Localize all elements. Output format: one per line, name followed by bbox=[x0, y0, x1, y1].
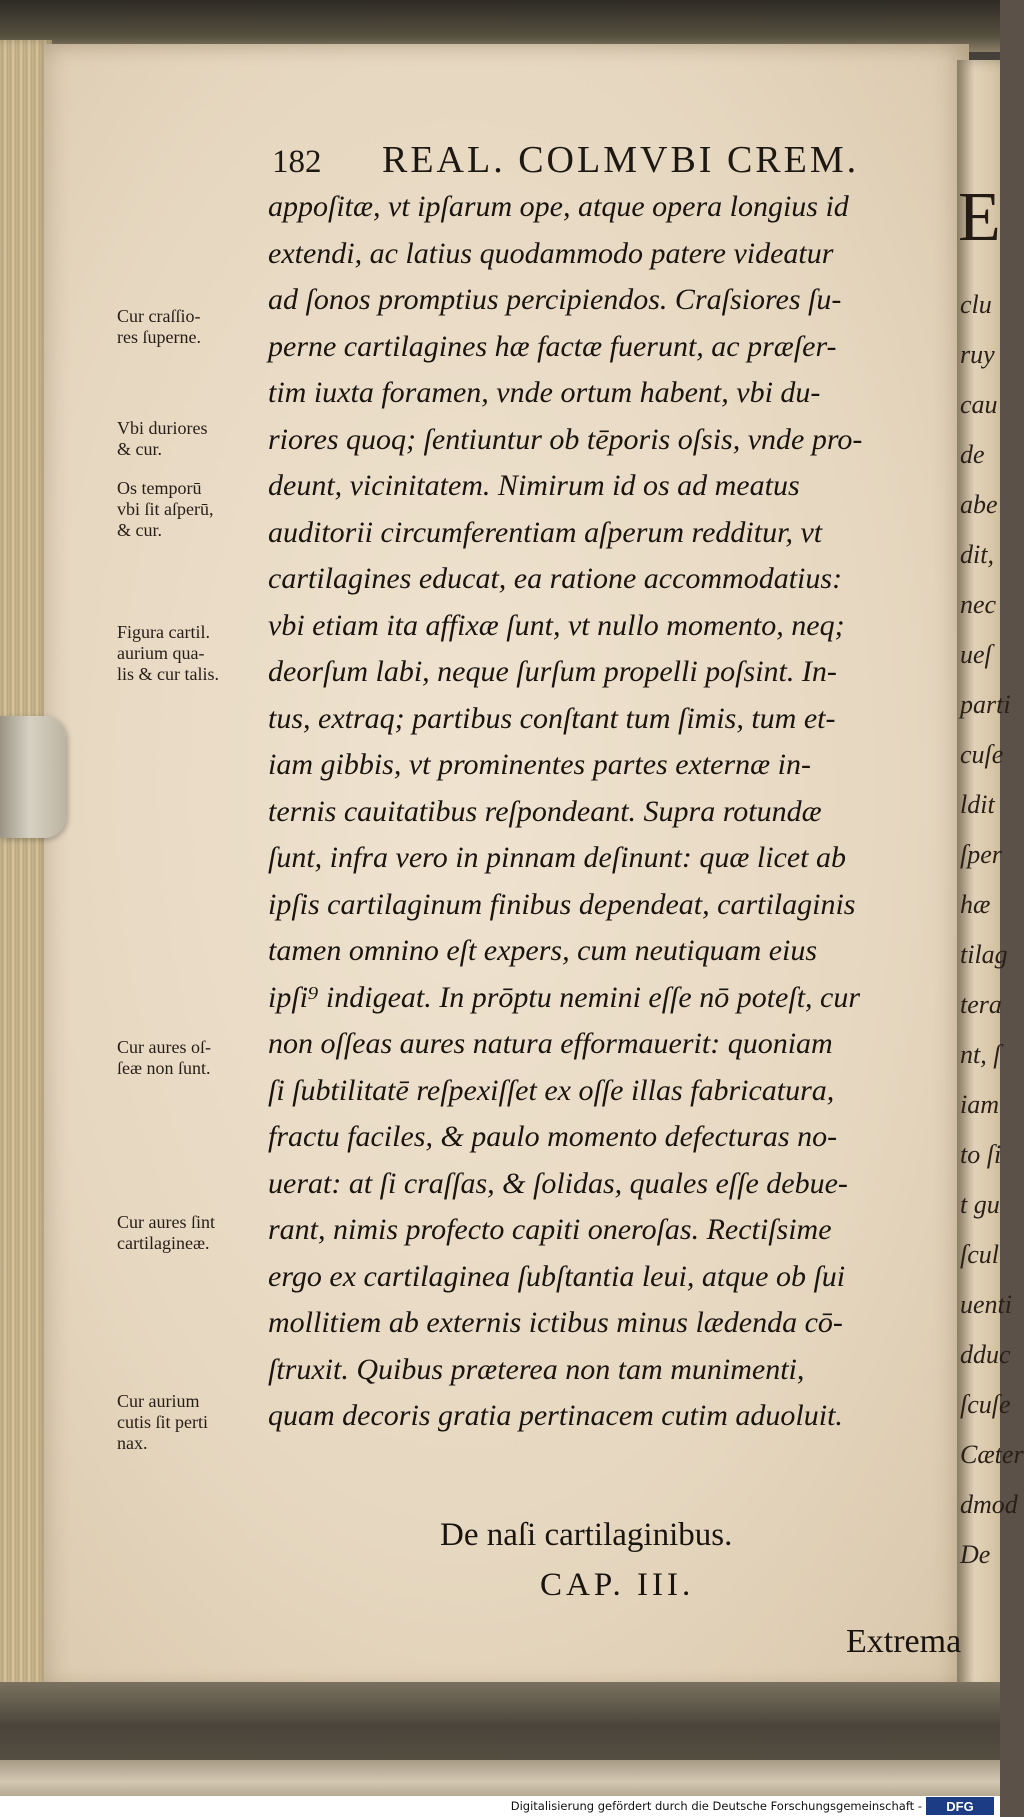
facing-page-fragment: de bbox=[960, 440, 985, 469]
body-line: mollitiem ab externis ictibus minus lædenda cō- bbox=[268, 1306, 843, 1339]
dfg-logo-icon bbox=[926, 1797, 994, 1815]
marginal-note bbox=[117, 622, 219, 685]
marginal-note-line: Cur aures oſ- bbox=[117, 1037, 211, 1057]
marginal-note-line: Os temporū bbox=[117, 478, 202, 498]
page-number: 182 bbox=[272, 144, 322, 180]
body-line: rant, nimis profecto capiti oneroſas. Rectiſsime bbox=[268, 1213, 832, 1246]
marginal-note-line: Cur craſſio- bbox=[117, 306, 201, 326]
marginal-note-line: vbi ſit aſperū, bbox=[117, 499, 214, 519]
marginal-note-line: & cur. bbox=[117, 520, 162, 540]
marginal-note-line: & cur. bbox=[117, 439, 162, 459]
funding-credit: Digitalisierung gefördert durch die Deutsche Forschungsgemeinschaft - bbox=[510, 1799, 922, 1813]
facing-page-fragment: nt, ſ bbox=[960, 1040, 1001, 1069]
marginal-note bbox=[117, 1037, 211, 1079]
running-title: REAL. COLMVBI CREM. bbox=[382, 139, 860, 181]
facing-page-fragment: dit, bbox=[960, 540, 994, 569]
facing-page-fragment: cau bbox=[960, 390, 998, 419]
body-line: quam decoris gratia pertinacem cutim aduoluit. bbox=[268, 1399, 843, 1432]
marginal-note-line: Cur aures ſint bbox=[117, 1212, 215, 1232]
section-heading: De naſi cartilaginibus. bbox=[440, 1517, 733, 1553]
marginal-note bbox=[117, 1212, 215, 1254]
facing-page-fragment: cuſe bbox=[960, 740, 1004, 769]
body-line: non oſſeas aures natura efformauerit: quoniam bbox=[268, 1027, 833, 1060]
page-clip bbox=[0, 716, 66, 838]
body-line: ipſis cartilaginum finibus dependeat, cartilaginis bbox=[268, 887, 856, 921]
body-line: ad ſonos promptius percipiendos. Craſsiores ſu- bbox=[268, 283, 842, 316]
facing-page-fragment: nec bbox=[960, 590, 997, 619]
marginal-note bbox=[117, 1391, 208, 1454]
marginal-note bbox=[117, 478, 213, 541]
facing-page-fragment: iam bbox=[960, 1090, 999, 1119]
facing-page-fragment: abe bbox=[960, 490, 998, 519]
facing-page-initial: E bbox=[958, 179, 1001, 256]
body-line: ternis cauitatibus reſpondeant. Supra rotundæ bbox=[268, 794, 822, 828]
marginal-note-line: cutis ſit perti bbox=[117, 1412, 208, 1432]
facing-page-fragment: t gu bbox=[960, 1190, 1000, 1219]
scan-base bbox=[0, 1760, 1000, 1796]
facing-page-fragment: dduc bbox=[960, 1340, 1011, 1369]
body-line: tus, extraq; partibus conſtant tum ſimis, tum et- bbox=[268, 701, 836, 735]
chapter-label: CAP. III. bbox=[540, 1567, 695, 1603]
facing-page-fragment: hæ bbox=[960, 890, 991, 919]
body-line: vbi etiam ita affixæ ſunt, vt nullo momento, neq; bbox=[268, 608, 845, 642]
marginal-note-line: Cur aurium bbox=[117, 1391, 200, 1411]
facing-page-fragment: ſcuſe bbox=[960, 1390, 1011, 1419]
facing-page-fragment: ſper bbox=[960, 840, 1002, 869]
body-line: auditorii circumferentiam aſperum redditur, vt bbox=[268, 515, 823, 549]
marginal-note-line: Vbi duriores bbox=[117, 418, 208, 438]
facing-page-fragment: ueſ bbox=[960, 640, 992, 669]
body-line: riores quoq; ſentiuntur ob tēporis oſsis, vnde pro- bbox=[268, 422, 863, 456]
facing-page-fragment: dmod bbox=[960, 1490, 1018, 1519]
body-line: iam gibbis, vt prominentes partes externæ in- bbox=[268, 748, 811, 781]
facing-page-fragment: ruy bbox=[960, 340, 995, 369]
facing-page-fragment: clu bbox=[960, 290, 992, 319]
facing-page-fragment: tilag bbox=[960, 940, 1008, 969]
body-line: perne cartilagines hæ factæ fuerunt, ac præſer- bbox=[268, 329, 837, 363]
marginal-note bbox=[117, 306, 201, 348]
facing-page-fragment: parti bbox=[960, 690, 1011, 719]
marginal-note-line: ſeæ non ſunt. bbox=[117, 1058, 211, 1078]
body-line: tamen omnino eſt expers, cum neutiquam eius bbox=[268, 934, 818, 967]
body-line: deorſum labi, neque ſurſum propelli poſsint. In- bbox=[268, 655, 837, 688]
facing-page-fragment: ldit bbox=[960, 790, 995, 819]
marginal-note-line: lis & cur talis. bbox=[117, 664, 219, 684]
catchword: Extrema bbox=[846, 1623, 962, 1660]
body-line: tim iuxta foramen, vnde ortum habent, vbi du- bbox=[268, 376, 821, 409]
body-line: ergo ex cartilaginea ſubſtantia leui, atque ob ſui bbox=[268, 1259, 846, 1293]
facing-page-fragment: ſcul bbox=[960, 1240, 999, 1269]
body-line: ipſi⁹ indigeat. In prōptu nemini eſſe nō poteſt, cur bbox=[268, 980, 861, 1014]
marginal-note-line: cartilagineæ. bbox=[117, 1233, 210, 1253]
facing-page-fragment: Cæter bbox=[960, 1440, 1024, 1469]
dfg-logo[interactable] bbox=[926, 1797, 994, 1815]
body-line: appoſitæ, vt ipſarum ope, atque opera longius id bbox=[268, 190, 849, 223]
marginal-note-line: Figura cartil. bbox=[117, 622, 210, 642]
funding-credit-text: Digitalisierung gefördert durch die Deutsche Forschungsgemeinschaft bbox=[510, 1799, 915, 1813]
body-line: cartilagines educat, ea ratione accommodatius: bbox=[268, 562, 843, 595]
facing-page-fragment: De bbox=[960, 1540, 991, 1569]
marginal-note-line: aurium qua- bbox=[117, 643, 205, 663]
facing-page-fragment: uenti bbox=[960, 1290, 1012, 1319]
marginal-note-line: res ſuperne. bbox=[117, 327, 201, 347]
facing-page-fragment: to ſi bbox=[960, 1140, 1002, 1169]
body-line: fractu faciles, & paulo momento defecturas no- bbox=[268, 1120, 838, 1153]
body-line: uerat: at ſi craſſas, & ſolidas, quales eſſe debue- bbox=[268, 1166, 848, 1200]
facing-page-fragment: tera bbox=[960, 990, 1002, 1019]
body-line: ſunt, infra vero in pinnam deſinunt: quæ licet ab bbox=[268, 841, 846, 874]
body-line: ſtruxit. Quibus præterea non tam munimenti, bbox=[268, 1352, 805, 1386]
dfg-logo-text: DFG bbox=[946, 1799, 974, 1814]
marginal-note-line: nax. bbox=[117, 1433, 148, 1453]
body-line: ſi ſubtilitatē reſpexiſſet ex oſſe illas fabricatura, bbox=[268, 1073, 835, 1107]
marginal-note bbox=[117, 418, 207, 460]
body-line: deunt, vicinitatem. Nimirum id os ad meatus bbox=[268, 469, 800, 502]
body-line: extendi, ac latius quodammodo patere videatur bbox=[268, 236, 834, 270]
